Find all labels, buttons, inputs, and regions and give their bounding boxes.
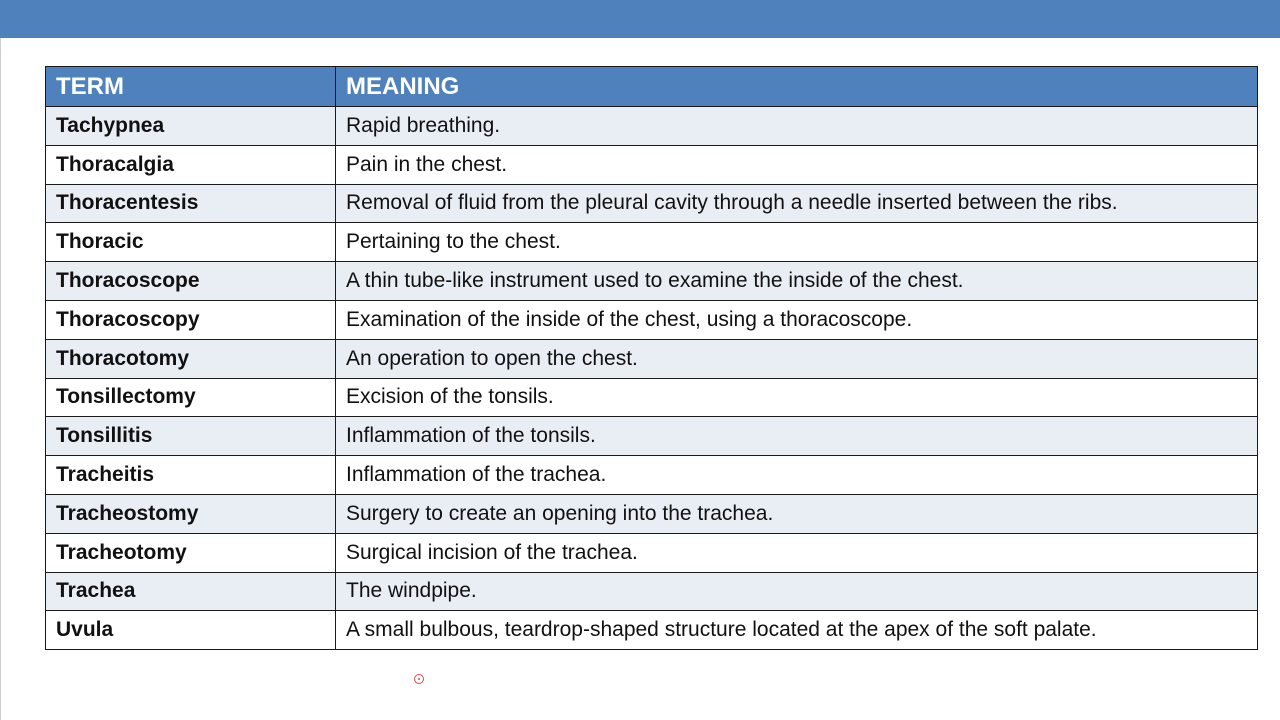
glossary-table <box>45 66 1258 650</box>
table-row <box>46 107 1258 146</box>
term-cell: Thoracotomy <box>46 339 336 378</box>
table-row <box>46 533 1258 572</box>
term-cell: Trachea <box>46 572 336 611</box>
meaning-cell: Inflammation of the tonsils. <box>336 417 1258 456</box>
table-header-row <box>46 67 1258 107</box>
meaning-cell: Pain in the chest. <box>336 145 1258 184</box>
table-row <box>46 378 1258 417</box>
meaning-cell: Excision of the tonsils. <box>336 378 1258 417</box>
table-row <box>46 339 1258 378</box>
meaning-cell: A small bulbous, teardrop-shaped structure located at the apex of the soft palate. <box>336 611 1258 650</box>
table-row <box>46 611 1258 650</box>
table-row <box>46 456 1258 495</box>
meaning-cell: The windpipe. <box>336 572 1258 611</box>
meaning-cell: Surgery to create an opening into the trachea. <box>336 494 1258 533</box>
table-row <box>46 417 1258 456</box>
meaning-cell: An operation to open the chest. <box>336 339 1258 378</box>
term-cell: Tracheotomy <box>46 533 336 572</box>
slide-edge <box>0 38 1 720</box>
term-cell: Tachypnea <box>46 107 336 146</box>
term-cell: Thoracoscopy <box>46 300 336 339</box>
term-cell: Tracheostomy <box>46 494 336 533</box>
table-row <box>46 184 1258 223</box>
table-row <box>46 300 1258 339</box>
meaning-cell: Surgical incision of the trachea. <box>336 533 1258 572</box>
title-bar <box>0 0 1280 38</box>
meaning-cell: Removal of fluid from the pleural cavity through a needle inserted between the ribs. <box>336 184 1258 223</box>
table-row <box>46 145 1258 184</box>
term-cell: Thoracoscope <box>46 262 336 301</box>
pointer-cursor-icon <box>414 674 424 684</box>
meaning-column-header: MEANING <box>336 67 1258 107</box>
meaning-cell: Inflammation of the trachea. <box>336 456 1258 495</box>
meaning-cell: A thin tube-like instrument used to examine the inside of the chest. <box>336 262 1258 301</box>
table-row <box>46 262 1258 301</box>
term-cell: Thoracalgia <box>46 145 336 184</box>
term-cell: Thoracentesis <box>46 184 336 223</box>
term-cell: Tracheitis <box>46 456 336 495</box>
table-row <box>46 572 1258 611</box>
table-row <box>46 494 1258 533</box>
meaning-cell: Pertaining to the chest. <box>336 223 1258 262</box>
term-cell: Uvula <box>46 611 336 650</box>
term-cell: Thoracic <box>46 223 336 262</box>
table-row <box>46 223 1258 262</box>
term-cell: Tonsillectomy <box>46 378 336 417</box>
term-cell: Tonsillitis <box>46 417 336 456</box>
term-column-header: TERM <box>46 67 336 107</box>
meaning-cell: Rapid breathing. <box>336 107 1258 146</box>
meaning-cell: Examination of the inside of the chest, using a thoracoscope. <box>336 300 1258 339</box>
